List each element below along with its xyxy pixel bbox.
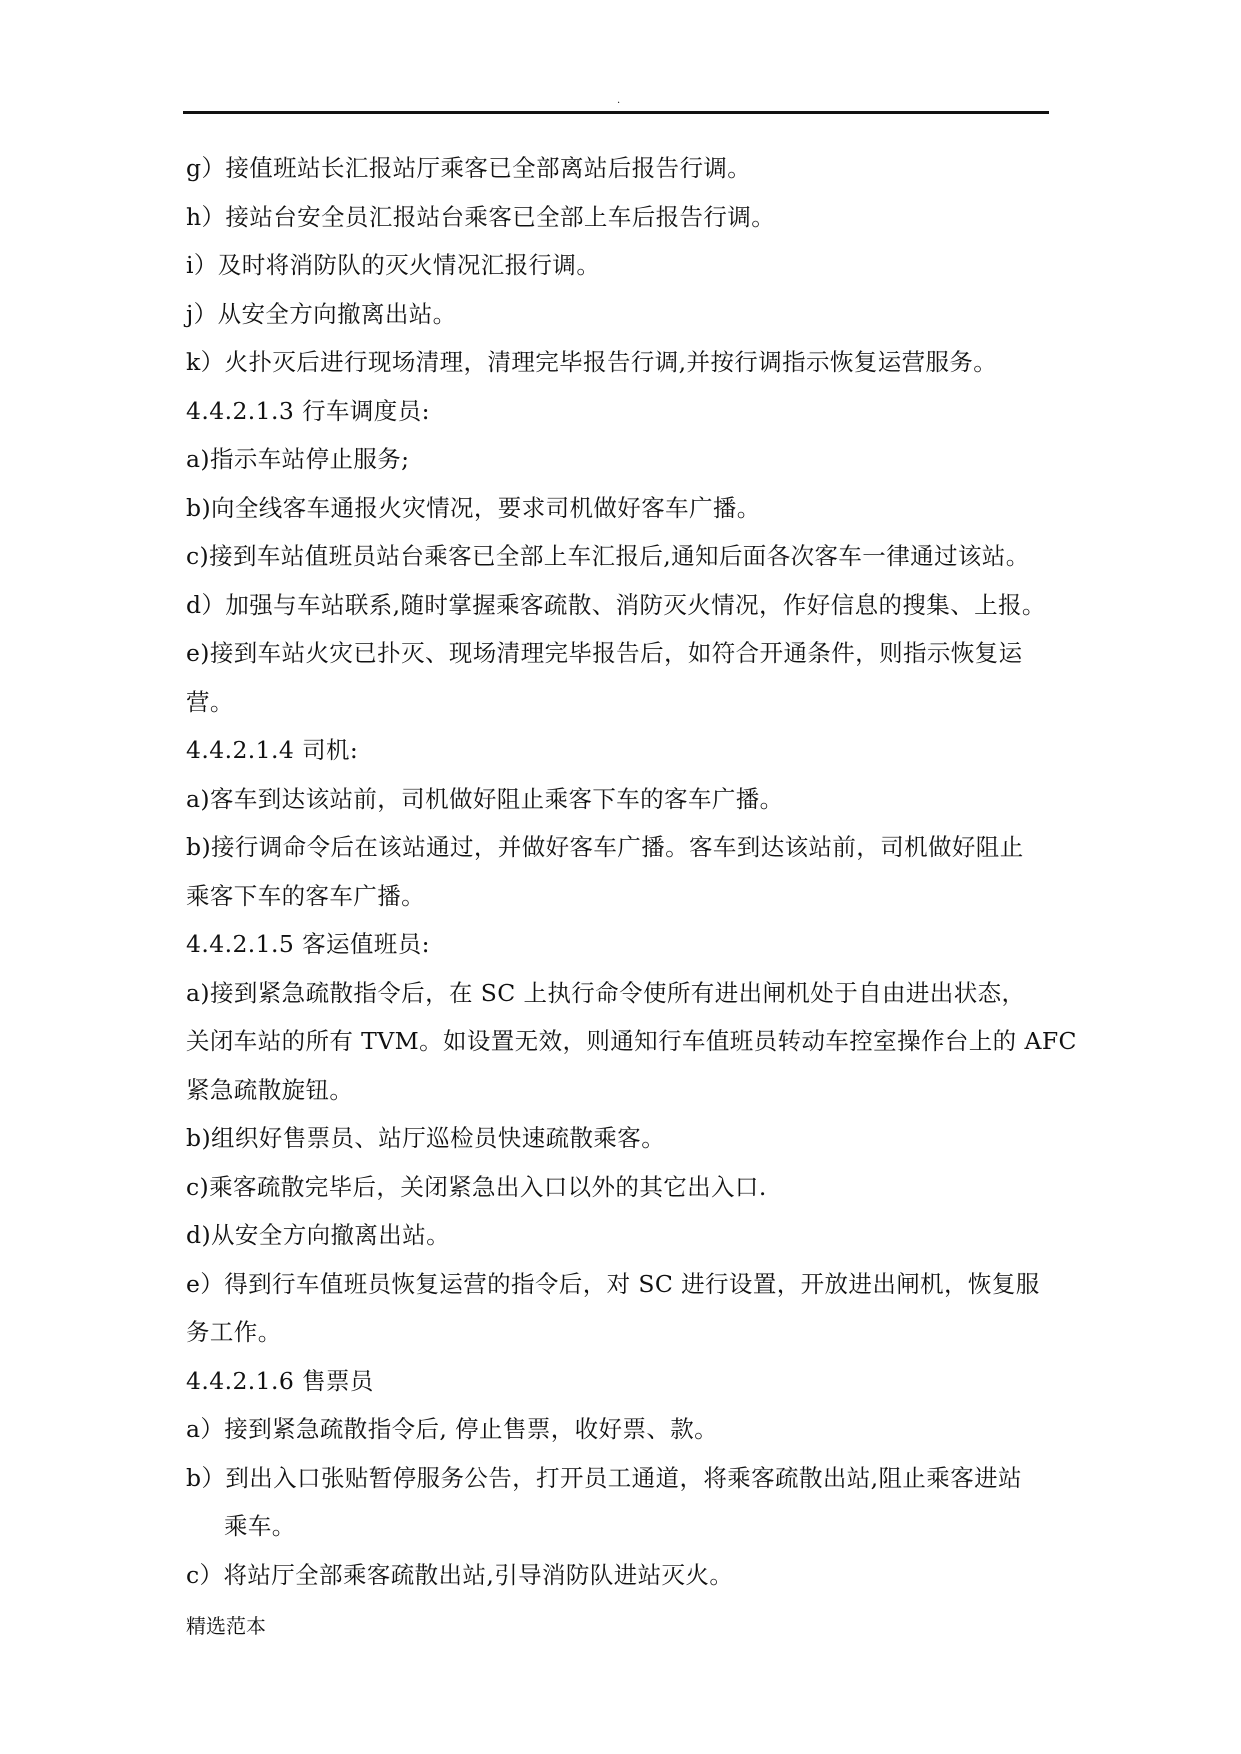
text-line: e）得到行车值班员恢复运营的指令后，对 SC 进行设置，开放进出闸机，恢复服 [186,1269,1040,1298]
text-line: b)组织好售票员、站厅巡检员快速疏散乘客。 [186,1124,666,1152]
text-line: c)乘客疏散完毕后，关闭紧急出入口以外的其它出入口. [186,1172,767,1201]
footer-text: 精选范本 [186,1614,266,1638]
section-heading: 4.4.2.1.4 司机: [186,736,359,764]
text-line: b)向全线客车通报火灾情况，要求司机做好客车广播。 [186,493,761,522]
text-line: d)从安全方向撤离出站。 [186,1221,451,1249]
text-line: a)指示车站停止服务; [186,445,410,473]
text-line: k）火扑灭后进行现场清理，清理完毕报告行调,并按行调指示恢复运营服务。 [186,348,998,376]
text-line: i）及时将消防队的灭火情况汇报行调。 [186,251,601,279]
text-line: g）接值班站长汇报站厅乘客已全部离站后报告行调。 [186,154,752,182]
text-line: j）从安全方向撤离出站。 [186,299,457,328]
text-line: c）将站厅全部乘客疏散出站,引导消防队进站灭火。 [186,1560,734,1589]
text-line: 紧急疏散旋钮。 [186,1075,354,1104]
text-line: e)接到车站火灾已扑灭、现场清理完毕报告后，如符合开通条件，则指示恢复运 [186,639,1023,667]
text-line: d）加强与车站联系,随时掌握乘客疏散、消防灭火情况，作好信息的搜集、上报。 [186,590,1046,619]
text-line: 营。 [186,687,234,716]
header-mark: . [617,95,621,106]
text-line: 务工作。 [186,1318,282,1346]
text-line: b）到出入口张贴暂停服务公告，打开员工通道，将乘客疏散出站,阻止乘客进站 [186,1463,1022,1492]
text-line: a）接到紧急疏散指令后, 停止售票，收好票、款。 [186,1415,719,1443]
header-rule [183,111,1049,114]
text-line: 关闭车站的所有 TVM。如设置无效，则通知行车值班员转动车控室操作台上的 AFC [186,1027,1077,1055]
text-line: 乘车。 [224,1512,296,1540]
document-body [186,144,1077,1599]
text-line: b)接行调命令后在该站通过，并做好客车广播。客车到达该站前，司机做好阻止 [186,833,1024,861]
text-line: 乘客下车的客车广播。 [186,881,425,910]
section-heading: 4.4.2.1.6 售票员 [186,1366,374,1395]
text-line: a)客车到达该站前，司机做好阻止乘客下车的客车广播。 [186,784,784,813]
text-line: a)接到紧急疏散指令后，在 SC 上执行命令使所有进出闸机处于自由进出状态， [186,978,1026,1007]
section-heading: 4.4.2.1.5 客运值班员: [186,930,430,958]
text-line: c)接到车站值班员站台乘客已全部上车汇报后,通知后面各次客车一律通过该站。 [186,542,1030,570]
section-heading: 4.4.2.1.3 行车调度员: [186,396,430,425]
text-line: h）接站台安全员汇报站台乘客已全部上车后报告行调。 [186,202,776,231]
